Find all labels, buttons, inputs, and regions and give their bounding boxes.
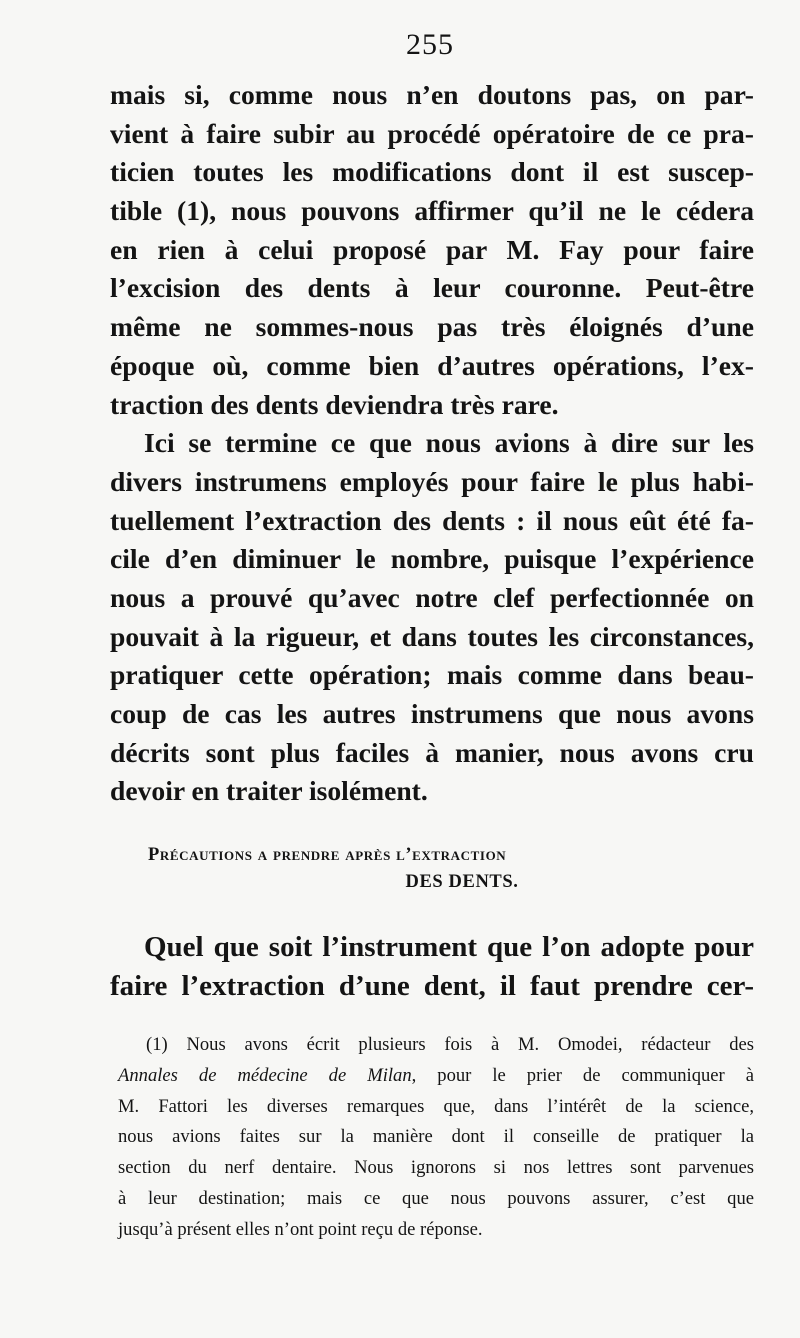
text-line: en rien à celui proposé par M. Fay pour faire (110, 233, 754, 265)
footnote-line: à leur destination; mais ce que nous pouvons assurer, c’est que (118, 1187, 754, 1209)
section-paragraph (110, 928, 754, 1006)
text-line: nous a prouvé qu’avec notre clef perfectionnée on (110, 581, 754, 613)
text-line: même ne sommes-nous pas très éloignés d’une (110, 311, 754, 343)
text-line: coup de cas les autres instrumens que nous avons (110, 698, 754, 729)
text-line: l’excision des dents à leur couronne. Peut-être (110, 272, 754, 304)
main-text (110, 76, 754, 811)
journal-title: Annales de médecine de Milan (118, 1064, 412, 1086)
text-line: divers instrumens employés pour faire le plus habi- (110, 465, 754, 497)
text-line: traction des dents deviendra très rare. (110, 388, 559, 420)
text-line: époque où, comme bien d’autres opérations, l’ex- (110, 349, 754, 381)
text-line: décrits sont plus faciles à manier, nous avons cru (110, 736, 754, 768)
text-line: Ici se termine ce que nous avions à dire sur les (144, 427, 754, 459)
section-heading (110, 842, 754, 896)
text-line: pratiquer cette opération; mais comme dans beau- (110, 659, 754, 691)
text-line: devoir en traiter isolément. (110, 775, 428, 807)
footnote (118, 1030, 754, 1246)
footnote-line: nous avions faites sur la manière dont il conseille de pratiquer la (118, 1126, 754, 1148)
text-line: mais si, comme nous n’en doutons pas, on par- (110, 79, 754, 110)
text-line: cile d’en diminuer le nombre, puisque l’expérience (110, 543, 754, 575)
footnote-line-rest: , pour le prier de communiquer à (411, 1064, 754, 1086)
page-number: 255 (406, 28, 454, 61)
section-heading-line: Précautions a prendre après l’extraction (148, 845, 507, 865)
text-line: tible (1), nous pouvons affirmer qu’il ne le cédera (110, 195, 754, 227)
footnote-line: section du nerf dentaire. Nous ignorons si nos lettres sont parvenues (118, 1157, 754, 1179)
text-line: pouvait à la rigueur, et dans toutes les circonstances, (110, 620, 754, 652)
footnote-line: (1) Nous avons écrit plusieurs fois à M. Omodei, rédacteur des (146, 1034, 754, 1055)
text-line: faire l’extraction d’une dent, il faut prendre cer- (110, 970, 754, 1002)
section-heading-line: DES DENTS. (405, 872, 519, 892)
text-line: Quel que soit l’instrument que l’on adopte pour (144, 931, 754, 963)
text-line: ticien toutes les modifications dont il est suscep- (110, 156, 754, 188)
text-line: vient à faire subir au procédé opératoire de ce pra- (110, 117, 754, 149)
footnote-line: M. Fattori les diverses remarques que, dans l’intérêt de la science, (118, 1095, 754, 1117)
footnote-line: jusqu’à présent elles n’ont point reçu de réponse. (118, 1218, 483, 1240)
text-line: tuellement l’extraction des dents : il nous eût été fa- (110, 504, 754, 536)
footnote-line (118, 1061, 754, 1092)
